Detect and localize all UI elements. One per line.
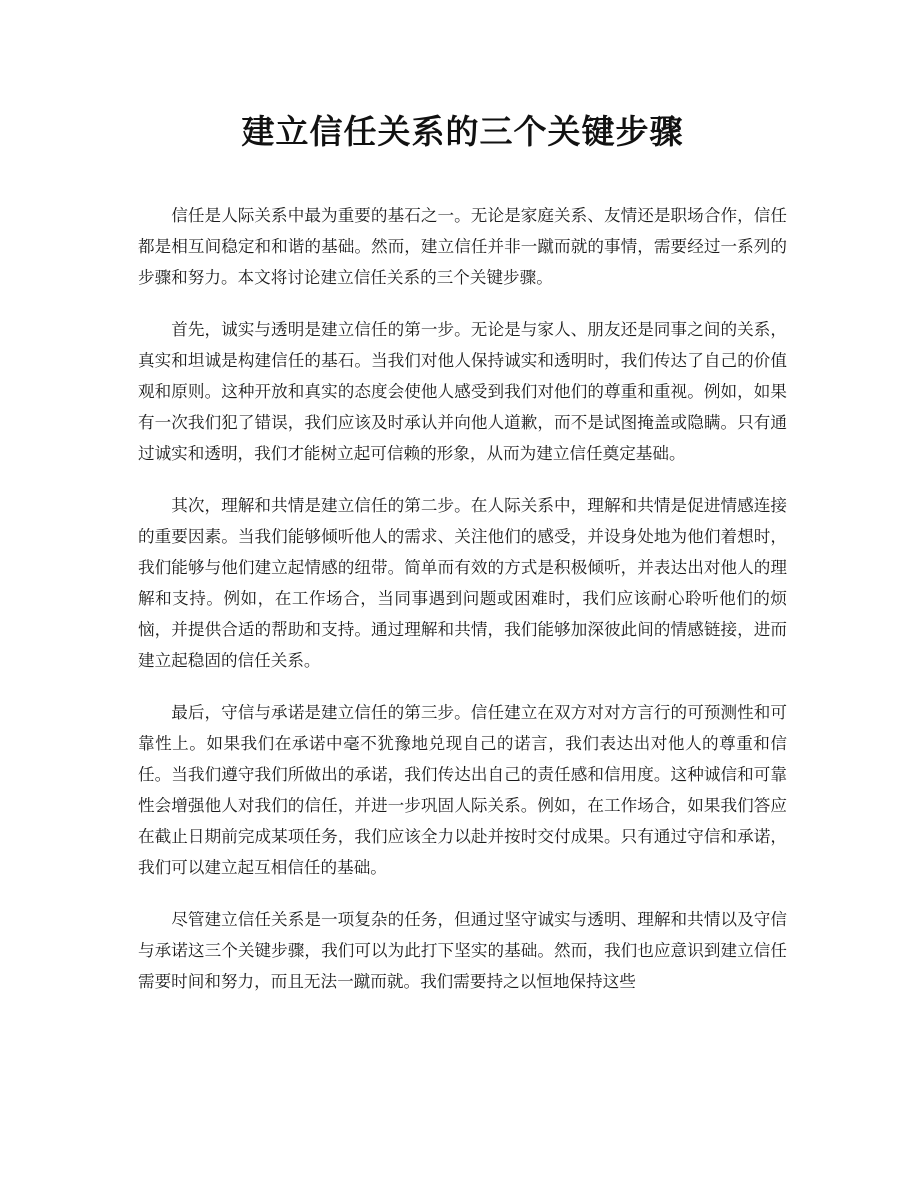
paragraph-conclusion: 尽管建立信任关系是一项复杂的任务，但通过坚守诚实与透明、理解和共情以及守信与承诺这三个关键步骤，我们可以为此打下坚实的基础。然而，我们也应意识到建立信任需要时间和努力，而且无法一蹴而就。我们需要持之以恒地保持这些 (138, 910, 787, 991)
document-title: 建立信任关系的三个关键步骤 (241, 112, 684, 151)
paragraph-step-one: 首先，诚实与透明是建立信任的第一步。无论是与家人、朋友还是同事之间的关系，真实和坦诚是构建信任的基石。当我们对他人保持诚实和透明时，我们传达了自己的价值观和原则。这种开放和真实的态度会使他人感受到我们对他们的尊重和重视。例如，如果有一次我们犯了错误，我们应该及时承认并向他人道歉，而不是试图掩盖或隐瞒。只有通过诚实和透明，我们才能树立起可信赖的形象，从而为建立信任奠定基础。 (138, 320, 787, 463)
paragraph-step-two: 其次，理解和共情是建立信任的第二步。在人际关系中，理解和共情是促进情感连接的重要因素。当我们能够倾听他人的需求、关注他们的感受，并设身处地为他们着想时，我们能够与他们建立起情感的纽带。简单而有效的方式是积极倾听，并表达出对他人的理解和支持。例如，在工作场合，当同事遇到问题或困难时，我们应该耐心聆听他们的烦恼，并提供合适的帮助和支持。通过理解和共情，我们能够加深彼此间的情感链接，进而建立起稳固的信任关系。 (138, 496, 787, 670)
paragraph-step-three: 最后，守信与承诺是建立信任的第三步。信任建立在双方对对方言行的可预测性和可靠性上。如果我们在承诺中毫不犹豫地兑现自己的诺言，我们表达出对他人的尊重和信任。当我们遵守我们所做出的承诺，我们传达出自己的责任感和信用度。这种诚信和可靠性会增强他人对我们的信任，并进一步巩固人际关系。例如，在工作场合，如果我们答应在截止日期前完成某项任务，我们应该全力以赴并按时交付成果。只有通过守信和承诺，我们可以建立起互相信任的基础。 (138, 703, 787, 877)
paragraph-intro: 信任是人际关系中最为重要的基石之一。无论是家庭关系、友情还是职场合作，信任都是相互间稳定和和谐的基础。然而，建立信任并非一蹴而就的事情，需要经过一系列的步骤和努力。本文将讨论建立信任关系的三个关键步骤。 (138, 206, 787, 287)
